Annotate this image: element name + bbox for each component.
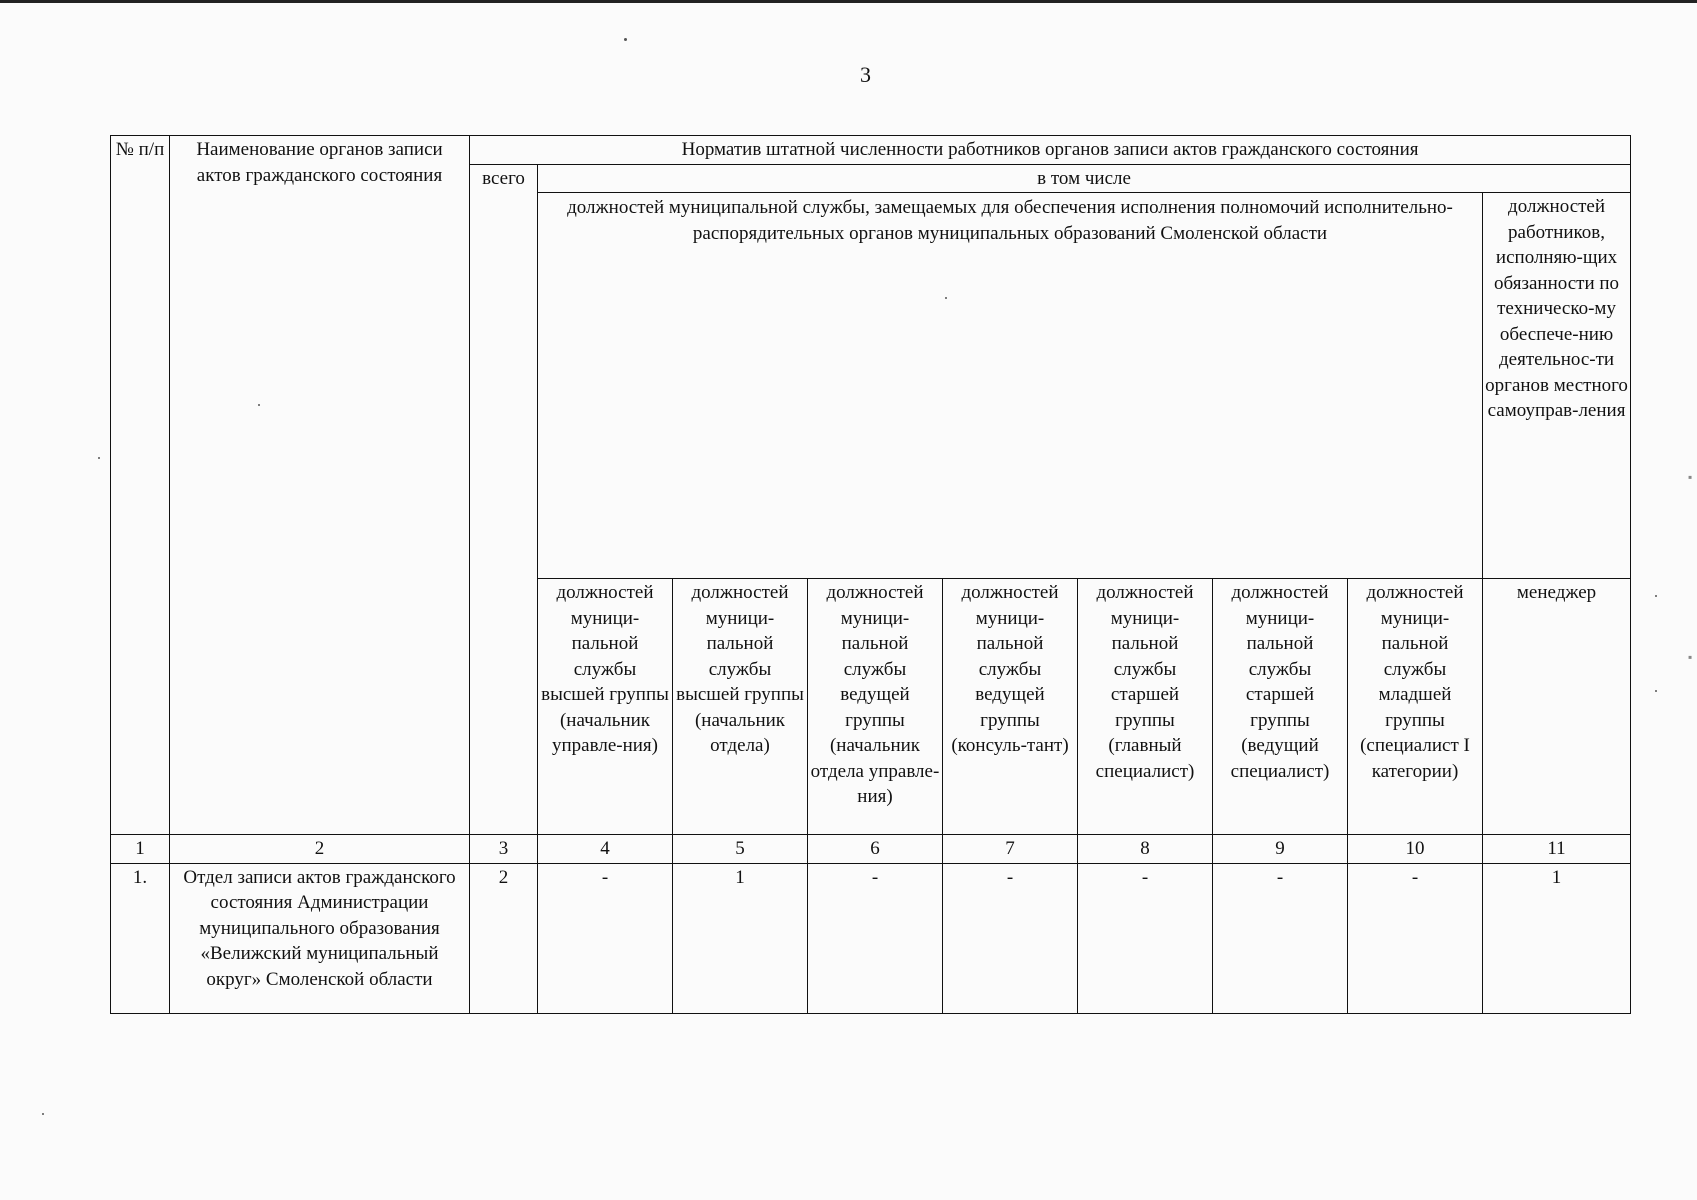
- scan-speck: [1655, 595, 1657, 597]
- column-number: 7: [943, 835, 1078, 864]
- page-number: 3: [860, 62, 871, 87]
- column-number: 9: [1213, 835, 1348, 864]
- row-value: 1: [1483, 863, 1631, 1013]
- scan-speck: [98, 457, 100, 459]
- scan-speck: [624, 38, 627, 41]
- top-rule: [0, 0, 1697, 3]
- staff-normative-table: [110, 135, 1631, 1014]
- row-value: -: [538, 863, 673, 1013]
- row-num: 1.: [111, 863, 170, 1013]
- header-total: всего: [470, 164, 538, 835]
- header-num: № п/п: [111, 136, 170, 835]
- scan-speck: [945, 297, 947, 299]
- row-value: -: [808, 863, 943, 1013]
- header-technical-group: должностей работников, исполняю-щих обязанности по техническо-му обеспече-нию деятельнос-ти органов местного самоуправ-ления: [1483, 193, 1631, 579]
- subcol-header: должностей муници-пальной службы ведущей группы (начальник отдела управле-ния): [808, 579, 943, 835]
- column-number: 4: [538, 835, 673, 864]
- subcol-header: должностей муници-пальной службы младшей группы (специалист I категории): [1348, 579, 1483, 835]
- header-row-1: [111, 136, 1631, 165]
- table-row: [111, 863, 1631, 1013]
- column-number: 5: [673, 835, 808, 864]
- column-number: 8: [1078, 835, 1213, 864]
- subcol-header: должностей муници-пальной службы высшей группы (начальник управле-ния): [538, 579, 673, 835]
- column-number: 11: [1483, 835, 1631, 864]
- subcol-header: менеджер: [1483, 579, 1631, 835]
- scan-speck: [42, 1113, 44, 1115]
- header-name: Наименование органов записи актов гражданского состояния: [170, 136, 470, 835]
- column-number: 6: [808, 835, 943, 864]
- column-number: 10: [1348, 835, 1483, 864]
- column-number-row: [111, 835, 1631, 864]
- subcol-header: должностей муници-пальной службы высшей группы (начальник отдела): [673, 579, 808, 835]
- scan-speck: [1655, 690, 1657, 692]
- row-value: -: [943, 863, 1078, 1013]
- row-name: Отдел записи актов гражданского состояния Администрации муниципального образования «Велижский муниципальный округ» Смоленской области: [170, 863, 470, 1013]
- row-value: -: [1348, 863, 1483, 1013]
- column-number: 3: [470, 835, 538, 864]
- header-normative: Норматив штатной численности работников органов записи актов гражданского состояния: [470, 136, 1631, 165]
- scan-smudge: ▪: [1688, 470, 1693, 484]
- scan-smudge: ▪: [1688, 650, 1693, 664]
- header-municipal-group: должностей муниципальной службы, замещаемых для обеспечения исполнения полномочий исполнительно-распорядительных органов муниципальных образований Смоленской области: [538, 193, 1483, 579]
- row-value: -: [1078, 863, 1213, 1013]
- header-including: в том числе: [538, 164, 1631, 193]
- row-value: -: [1213, 863, 1348, 1013]
- subcol-header: должностей муници-пальной службы старшей группы (ведущий специалист): [1213, 579, 1348, 835]
- column-number: 2: [170, 835, 470, 864]
- scan-speck: [258, 404, 260, 406]
- row-value: 1: [673, 863, 808, 1013]
- row-value-total: 2: [470, 863, 538, 1013]
- subcol-header: должностей муници-пальной службы ведущей группы (консуль-тант): [943, 579, 1078, 835]
- subcol-header: должностей муници-пальной службы старшей группы (главный специалист): [1078, 579, 1213, 835]
- column-number: 1: [111, 835, 170, 864]
